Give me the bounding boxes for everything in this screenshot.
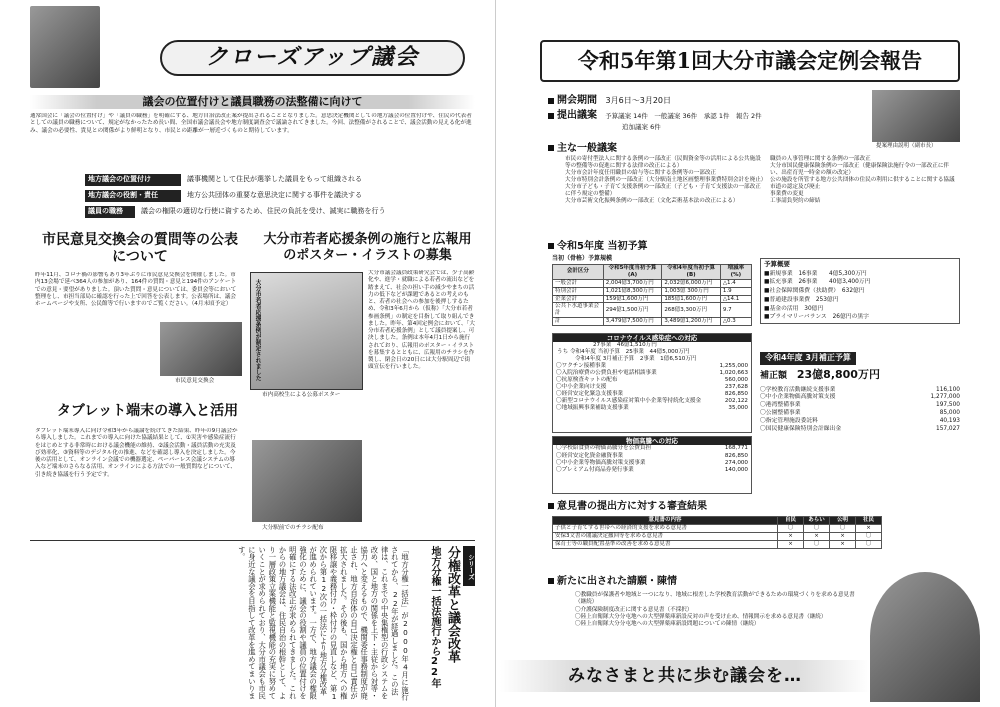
session-photo: [872, 90, 960, 142]
series-label: シリーズ: [463, 546, 475, 586]
table-cell: 企業会計: [553, 295, 604, 303]
list-item: [556, 370, 748, 377]
article2-title: 大分市若者応援条例の施行と広報用のポスター・イラストの募集: [263, 232, 472, 263]
item-label: 〇プレミアム付商品券発行事業: [556, 467, 634, 474]
table-cell: 〇: [778, 524, 804, 532]
main-bills-right: [770, 156, 960, 205]
covid-items: [553, 363, 751, 412]
table-cell: 159億1,600万円: [603, 295, 662, 303]
session-row: [548, 94, 671, 108]
sub-heading: 議会の位置付けと議員職務の法整備に向けて: [30, 95, 475, 109]
table-header: 令和4年度当初予算(B): [662, 265, 721, 280]
table-cell: ×: [778, 532, 804, 540]
table-header-row: [553, 517, 882, 525]
item-amount: 1,020,663: [719, 370, 748, 377]
street-photo: [252, 440, 362, 522]
list-item: [556, 445, 748, 452]
table-cell: 〇: [830, 524, 856, 532]
table-cell: 保育士等の職員配置基準の改善を求める意見書: [553, 540, 778, 548]
table-cell: ×: [804, 532, 830, 540]
budget-title: 令和5年度 当初予算: [557, 241, 648, 252]
item-amount: 40,193: [939, 417, 960, 424]
speaker-photo: [870, 572, 980, 702]
item-label: 〇中小企業物価高騰対策支援: [760, 394, 836, 401]
table-header: 会計区分: [553, 265, 604, 280]
item-amount: 560,000: [724, 377, 748, 384]
series-subtitle: 地方分権一括法施行から22年: [429, 546, 440, 688]
table-cell: 一般会計: [553, 279, 604, 287]
table-cell: 〇: [856, 532, 882, 540]
budget-outline-title: 予算概要: [764, 260, 790, 268]
supp-total: 23億8,800万円: [796, 367, 880, 381]
table-cell: ×: [830, 532, 856, 540]
list-item: 〇介護保険制度改正に関する意見書（不採択）: [575, 606, 693, 613]
series-divider: [30, 540, 475, 541]
opinion-table-wrap: [552, 516, 882, 549]
table-cell: 〇: [856, 540, 882, 548]
covid-title: コロナウイルス感染症への対応: [553, 334, 751, 342]
list-item: [556, 467, 748, 474]
table-cell: 子供と子育てする世帯への経済的支援を求める意見書: [553, 524, 778, 532]
table-row: [553, 295, 752, 303]
footer-slogan-band: [500, 660, 870, 692]
list-item: [556, 398, 748, 405]
item-label: 〇港湾整備事業: [760, 402, 801, 409]
list-item: 大分市芸術文化振興条例の一部改正（文化芸術基本法の改正による）: [565, 197, 739, 204]
table-cell: 2,004億3,700万円: [603, 279, 662, 287]
covid-line: 令和4年度 3月補正予算 2事業 1億6,510万円: [575, 356, 697, 363]
table-header: 意見書の内容: [553, 517, 778, 525]
supp-box: [760, 352, 960, 497]
table-cell: 計: [553, 318, 604, 326]
list-item: 〇陸上自衛隊大分分屯地への大型弾薬庫新設反対の声を受け止め、情報開示を求める意見書（継続）: [575, 613, 827, 620]
bullet-square: [548, 578, 554, 584]
item-label: 〇中小企業向け支援: [556, 384, 607, 391]
budget-sub: 当初（骨格）予算規模: [552, 255, 613, 262]
table-cell: 公共下水道事業会計: [553, 303, 604, 318]
list-item: ■基金の活用 30億円: [764, 305, 824, 312]
table-cell: 3,479億7,500万円: [603, 318, 662, 326]
table-header: 令和5年度当初予算(A): [603, 265, 662, 280]
list-item: [556, 391, 748, 398]
list-item: [556, 363, 748, 370]
table-cell: 9.7: [720, 303, 751, 318]
item-amount: 168,771: [724, 445, 748, 452]
table-row: [553, 532, 882, 540]
def-text: 地方公共団体の重要な意思決定に関する事件を議決する: [187, 191, 362, 200]
item-amount: 157,027: [936, 425, 960, 432]
bullet-square: [548, 145, 554, 151]
covid-box: [552, 333, 752, 433]
table-cell: 1,003億 300万円: [662, 287, 721, 295]
supp-title: 令和4年度 3月補正予算: [760, 352, 856, 365]
def-label: 議員の職務: [85, 206, 135, 217]
article1-body: 昨年11月、コロナ禍の影響もあり3年ぶりに市民意見交換会を開催しました。市内13会場で延べ364人の参加があり、164件の質問・意見と194件のアンケートでの意見・要望がありました。頂いた質問・意見については、委員会等において整理をし、市担当部局に確認を行った上で回答を公表します。公表場所は、議会ホームページや支所、公民館等で行いますのでご覧ください。（4月末頃予定）: [35, 272, 237, 308]
table-cell: 〇: [804, 524, 830, 532]
table-cell: 268億3,300万円: [662, 303, 721, 318]
table-cell: 185億1,600万円: [662, 295, 721, 303]
def-text: 議事機関として住民が選挙した議員をもって組織される: [187, 175, 362, 184]
poster-image: [250, 272, 363, 390]
covid-line: うち 令和4年度 当初予算 25事業 44億5,000万円: [557, 349, 690, 356]
main-bills-left: [565, 156, 765, 205]
opinion-header: [548, 500, 707, 514]
item-label: 〇国民健康保険特別会計繰出金: [760, 425, 842, 432]
list-item: [556, 377, 748, 384]
covid-line: 27事業 46億1,510万円: [593, 342, 657, 349]
opinion-title: 意見書の提出方に対する審査結果: [557, 501, 707, 512]
item-label: 〇学校教育活動継続支援事業: [760, 386, 836, 393]
supp-total-row: [760, 368, 960, 383]
table-row: [553, 540, 882, 548]
table-cell: 特別会計: [553, 287, 604, 295]
def-label: 地方議会の位置付け: [85, 174, 181, 185]
list-item: ■社会保障関係費（扶助費） 632億円: [764, 288, 865, 295]
bullet-square: [548, 243, 554, 249]
intro-text: 通常国会に「議会の位置付け」や「議員の職務」を明確にする、地方自治法改正案が提出されることとなりました。意思決定機関としての地方議会の位置付けや、住民の代表者としての議員の職務について、規定がなかったため長い間、全国市議会議長会や地方制度調査会で議論されてきました。今回、法整備がされることで、議会活動の見える化が進み、議会の必要性、貴見との関係がより鮮明となり、市民との距離が一層近づくものと期待しています。: [30, 113, 472, 134]
table-cell: 〇: [804, 540, 830, 548]
list-item: [556, 453, 748, 460]
table-header-row: [553, 265, 752, 280]
definitions: [85, 172, 480, 220]
item-label: 〇学校給食費の物価高騰分を公費負担: [556, 445, 652, 452]
banner-title: クローズアップ議会: [205, 45, 420, 71]
list-item: [760, 402, 960, 410]
budget-header: [548, 240, 647, 254]
list-item: ■普通建設事業費 253億円: [764, 296, 839, 303]
table-cell: 安保3文書の閣議決定撤回等を求める意見書: [553, 532, 778, 540]
page-gutter: [495, 0, 496, 707]
list-item: [760, 410, 960, 418]
list-item: 大分市会計年度任用職員の給与等に関する条例等の一部改正: [565, 169, 717, 176]
list-item: 職員の人事管理に関する条例の一部改正: [770, 156, 871, 162]
chairman-photo: [30, 6, 100, 88]
session-label: 開会期間: [557, 95, 597, 106]
bullet-square: [548, 98, 554, 104]
def-label: 地方議会の役割・責任: [85, 190, 181, 201]
bullet-square: [548, 113, 554, 119]
item-label: 〇中小企業等物価高騰対策支援事業: [556, 459, 646, 466]
opinion-table: [552, 516, 882, 549]
petition-list: [575, 592, 865, 628]
street-caption: 大分駅前でのチラシ配布: [262, 525, 324, 531]
report-title: 令和5年第1回大分市議会定例会報告: [577, 47, 923, 73]
list-item: 大分市子ども・子育て支援条例の一部改正（子ども・子育て支援法の一部改正に伴う規定の整備）: [565, 183, 761, 197]
item-amount: 826,850: [724, 391, 748, 398]
item-amount: 202,122: [724, 398, 748, 404]
item-amount: 85,000: [939, 410, 960, 417]
list-item: 大分市特別会計条例の一部改正（大分駅南土地区画整理事業費特別会計を廃止）: [565, 176, 767, 183]
table-cell: 1.9: [720, 287, 751, 295]
bullet-square: [548, 503, 554, 509]
item-amount: 274,000: [724, 459, 748, 466]
list-item: 市民の寄付型法人に関する条例の一部改正（民間資金等の活用による公共施設等の整備等の促進に関する法律の改正による）: [565, 156, 761, 169]
list-item: ■拡充事業 26事業 40億3,400万円: [764, 279, 871, 286]
def-row: [85, 204, 480, 220]
list-item: 〇陸上自衛隊大分分屯地への大型弾薬庫新設問題についての陳情（継続）: [575, 621, 760, 628]
list-item: ■新規事業 16事業 4億5,300万円: [764, 270, 867, 277]
price-title: 物価高騰への対応: [553, 437, 751, 445]
list-item: ■プライマリーバランス 26億円の黒字: [764, 314, 869, 321]
table-cell: 3,489億1,200万円: [662, 318, 721, 326]
supp-total-label: 補正額: [760, 370, 788, 381]
budget-table-wrap: [552, 264, 752, 326]
footer-slogan: みなさまと共に歩む議会を…: [568, 665, 802, 686]
table-header: 社民: [856, 517, 882, 525]
closeup-banner: [160, 40, 465, 76]
budget-outline: [760, 258, 960, 324]
series-body: 「地方分権一括法」が2000年4月に施行されてから、22年が経過しました。この法律は、これまでの中央集権型の行政システムを改め、国と地方の関係を上下・主従から対等・協力へと変えるもので、機関委任事務制度が廃止され、地方自治体の自己決定権と自己責任が拡大されました。その後も、国から地方への権限移譲や義務付け・枠付けの見直しなど、第1次から第12次の一括法により地方分権改革が進められています。一方で、地方議会の権限強化のために、議会の役割や議員の位置付けを明確にする法改正が求められてきました。これからの地方議会は、住民自治の根幹として、より一層政策立案機能と監視機能の充実に努めていくことが求められており、大分市議会も市民に身近な議会を目指して改革を進めてまいります。: [237, 546, 410, 701]
article3-body: タブレット端末導入に向け令和3年から議論を続けてきた結果、昨年の9月議会から導入しました。これまでの導入に向けた協議結果として、①災害や感染症流行をはじめとする非常時における議会機能の維持、②議会活動・議員活動の充実及び効率化、③資料等のデジタル化の推進、などを確認し導入を決定しました。今後の活用として、オンライン会議での機器選定、ペーパーレス会議システムの導入など端末のさらなる活用、オンラインによる方法での一般質問などについて、引き続き協議を行う予定です。: [35, 428, 238, 478]
table-header: あらい: [804, 517, 830, 525]
table-header: 公明: [830, 517, 856, 525]
bills-line2: 追加議案 6件: [622, 122, 661, 131]
item-amount: 197,500: [936, 402, 960, 409]
series-header: [415, 546, 477, 702]
table-header: 自民: [778, 517, 804, 525]
item-label: 〇指定管理施設委託料: [760, 417, 818, 424]
table-cell: △14.1: [720, 295, 751, 303]
report-title-box: [540, 40, 960, 82]
table-cell: △1.4: [720, 279, 751, 287]
table-row: [553, 279, 752, 287]
list-item: [760, 426, 960, 434]
supp-items: [760, 387, 960, 434]
budget-table: [552, 264, 752, 326]
item-label: 〇地域振興事業補助支援事業: [556, 404, 629, 411]
table-row: [553, 524, 882, 532]
item-label: 〇経営安定化緊急支援事業: [556, 391, 624, 398]
item-amount: 35,000: [728, 404, 748, 411]
item-amount: 140,000: [724, 467, 748, 474]
table-cell: 2,032億6,000万円: [662, 279, 721, 287]
bills-line1: 予算議案 14件 一般議案 36件 承認 1件 報告 2件: [605, 112, 762, 120]
list-item: [556, 384, 748, 391]
item-label: 〇抗原検査キットの配布: [556, 377, 618, 384]
item-label: 〇ワクチン接種事業: [556, 363, 607, 370]
list-item: 公の施設を所管する地方公共団体の住民の利用に供することに関する協議: [770, 176, 955, 183]
table-cell: ×: [856, 524, 882, 532]
table-cell: ×: [778, 540, 804, 548]
series-title: 分権改革と議会改革: [445, 546, 460, 663]
table-row: [553, 318, 752, 326]
article2-body: 大分市議会議員政策研究会では、少子高齢化や、進学・就職による若者の流出などを踏まえて、社会の担い手の減少やまちの活力の低下などが課題であるとの考えのもと、若者の社会への参加を後押しするため、令和3年6月から（仮称）「大分市若者参画条例」の制定を目指して取り組んできました。昨年、第4回定例会において、「大分市若者応援条例」として議員提案し、可決しました。条例は本年4月1日から施行されており、広報用のポスター・イラストを募集するとともに、広報用のチラシを作製し、閉会日の20日には大分駅周辺で街頭宣伝を行いました。: [368, 270, 475, 371]
article1-caption: 市民意見交換会: [175, 378, 215, 384]
bills-row: [548, 109, 762, 131]
poster-vertical-text: 大分市若者応援条例が制定されました: [254, 279, 262, 381]
item-label: 〇経営安定化資金融資事業: [556, 452, 624, 459]
list-item: [760, 418, 960, 426]
session-value: 3月6日～3月20日: [605, 96, 671, 105]
main-bills-title: 主な一般議案: [557, 143, 617, 154]
session-photo-caption: 提案理由説明（副市長）: [876, 143, 937, 149]
main-bills-header: [548, 142, 617, 156]
article3-title: タブレット端末の導入と活用: [56, 403, 239, 419]
price-items: [553, 445, 751, 474]
price-box: [552, 436, 752, 494]
def-row: [85, 172, 480, 188]
item-label: 〇新型コロナウイルス感染症対策中小企業等持続化支援金: [556, 398, 702, 404]
article1-title: 市民意見交換会の質問等の公表について: [42, 232, 238, 265]
list-item: 大分市国民健康保険条例の一部改正（健康保険法施行令の一部改正に伴い、出産育児一時金の額の改定）: [770, 162, 950, 176]
list-item: 事業費の変更: [770, 190, 804, 197]
item-amount: 1,277,000: [930, 394, 960, 401]
article1-photo: [160, 322, 242, 376]
table-cell: 294億1,500万円: [603, 303, 662, 318]
item-amount: 116,100: [936, 386, 960, 393]
list-item: [556, 405, 748, 412]
table-cell: 1,021億8,300万円: [603, 287, 662, 295]
table-cell: ×: [830, 540, 856, 548]
table-cell: △0.3: [720, 318, 751, 326]
table-row: [553, 287, 752, 295]
list-item: 市道の認定及び廃止: [770, 183, 821, 190]
list-item: 〇教職員が保護者や地域と一つになり、地域に根差した学校教育活動ができるための環境づくりを求める意見書（継続）: [575, 592, 855, 606]
item-amount: 826,850: [724, 452, 748, 459]
petition-title: 新たに出された請願・陳情: [557, 576, 677, 587]
item-amount: 237,628: [724, 384, 748, 391]
item-amount: 1,255,000: [719, 363, 748, 370]
item-label: 〇公園整備事業: [760, 410, 801, 417]
item-label: 〇入院治療費の公費負担や電話相談事業: [556, 370, 657, 377]
def-row: [85, 188, 480, 204]
table-header: 増減率(%): [720, 265, 751, 280]
bills-label: 提出議案: [557, 110, 597, 121]
table-row: [553, 303, 752, 318]
def-text: 議会の権限の適切な行使に資するため、住民の負託を受け、誠実に職務を行う: [141, 207, 386, 216]
poster-caption: 市内高校生による公募ポスター: [262, 392, 341, 398]
petition-header: [548, 575, 677, 589]
list-item: 工事請負契約の締結: [770, 197, 821, 204]
